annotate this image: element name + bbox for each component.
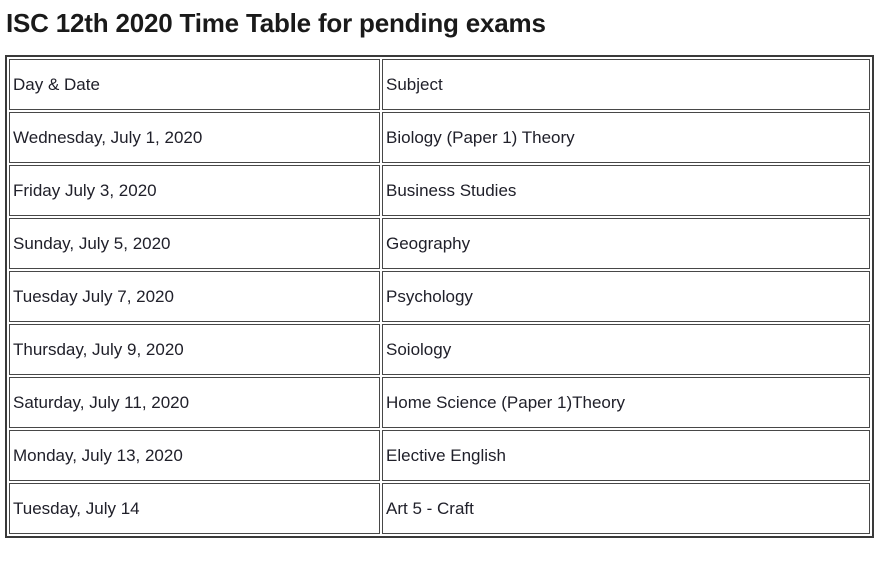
cell-subject: Biology (Paper 1) Theory xyxy=(382,112,870,163)
table-row xyxy=(9,324,870,375)
cell-subject: Psychology xyxy=(382,271,870,322)
cell-day-date: Tuesday, July 14 xyxy=(9,483,380,534)
cell-subject: Elective English xyxy=(382,430,870,481)
cell-day-date: Thursday, July 9, 2020 xyxy=(9,324,380,375)
header-cell-subject: Subject xyxy=(382,59,870,110)
cell-subject: Soiology xyxy=(382,324,870,375)
header-cell-day-date: Day & Date xyxy=(9,59,380,110)
table-row xyxy=(9,483,870,534)
exam-timetable-table xyxy=(5,55,874,538)
cell-day-date: Monday, July 13, 2020 xyxy=(9,430,380,481)
table-row xyxy=(9,165,870,216)
cell-day-date: Friday July 3, 2020 xyxy=(9,165,380,216)
cell-day-date: Sunday, July 5, 2020 xyxy=(9,218,380,269)
cell-subject: Home Science (Paper 1)Theory xyxy=(382,377,870,428)
cell-day-date: Wednesday, July 1, 2020 xyxy=(9,112,380,163)
header-row xyxy=(9,59,870,110)
table-row xyxy=(9,218,870,269)
table-row xyxy=(9,271,870,322)
table-row xyxy=(9,430,870,481)
cell-subject: Business Studies xyxy=(382,165,870,216)
page-title: ISC 12th 2020 Time Table for pending exams xyxy=(6,8,546,38)
cell-subject: Art 5 - Craft xyxy=(382,483,870,534)
cell-subject: Geography xyxy=(382,218,870,269)
table-row xyxy=(9,112,870,163)
cell-day-date: Tuesday July 7, 2020 xyxy=(9,271,380,322)
table-row xyxy=(9,377,870,428)
cell-day-date: Saturday, July 11, 2020 xyxy=(9,377,380,428)
